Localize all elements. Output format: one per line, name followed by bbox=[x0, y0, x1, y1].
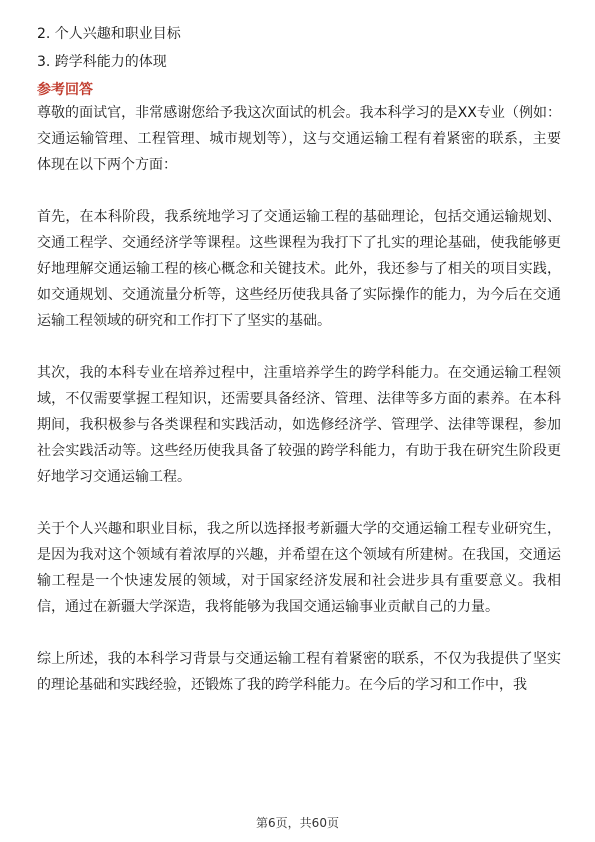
answer-paragraph-intro: 尊敬的面试官，非常感谢您给予我这次面试的机会。我本科学习的是XX专业（例如：交通运输管理、工程管理、城市规划等），这与交通运输工程有着紧密的联系，主要体现在以下两个方面： bbox=[37, 105, 561, 173]
answer-paragraph-interest: 关于个人兴趣和职业目标，我之所以选择报考新疆大学的交通运输工程专业研究生，是因为我对这个领域有着浓厚的兴趣，并希望在这个领域有所建树。在我国，交通运输工程是一个快速发展的领域，对于国家经济发展和社会进步具有重要意义。我相信，通过在新疆大学深造，我将能够为我国交通运输事业贡献自己的力量。 bbox=[37, 521, 561, 615]
answer-paragraph-first: 首先，在本科阶段，我系统地学习了交通运输工程的基础理论，包括交通运输规划、交通工程学、交通经济学等课程。这些课程为我打下了扎实的理论基础，使我能够更好地理解交通运输工程的核心概念和关键技术。此外，我还参与了相关的项目实践，如交通规划、交通流量分析等，这些经历使我具备了实际操作的能力，为今后在交通运输工程领域的研究和工作打下了坚实的基础。 bbox=[37, 209, 561, 329]
answer-paragraph-summary: 综上所述，我的本科学习背景与交通运输工程有着紧密的联系，不仅为我提供了坚实的理论基础和实践经验，还锻炼了我的跨学科能力。在今后的学习和工作中，我 bbox=[37, 651, 561, 693]
question-item-2: 2. 个人兴趣和职业目标 bbox=[37, 26, 181, 42]
page-content bbox=[37, 18, 561, 698]
answer-paragraph-second: 其次，我的本科专业在培养过程中，注重培养学生的跨学科能力。在交通运输工程领域，不仅需要掌握工程知识，还需要具备经济、管理、法律等多方面的素养。在本科期间，我积极参与各类课程和实践活动，如选修经济学、管理学、法律等课程，参加社会实践活动等。这些经历使我具备了较强的跨学科能力，有助于我在研究生阶段更好地学习交通运输工程。 bbox=[37, 365, 561, 485]
page-number-footer: 第6页，共60页 bbox=[256, 816, 339, 830]
reference-answer-heading: 参考回答 bbox=[37, 82, 93, 98]
question-item-3: 3. 跨学科能力的体现 bbox=[37, 54, 167, 70]
